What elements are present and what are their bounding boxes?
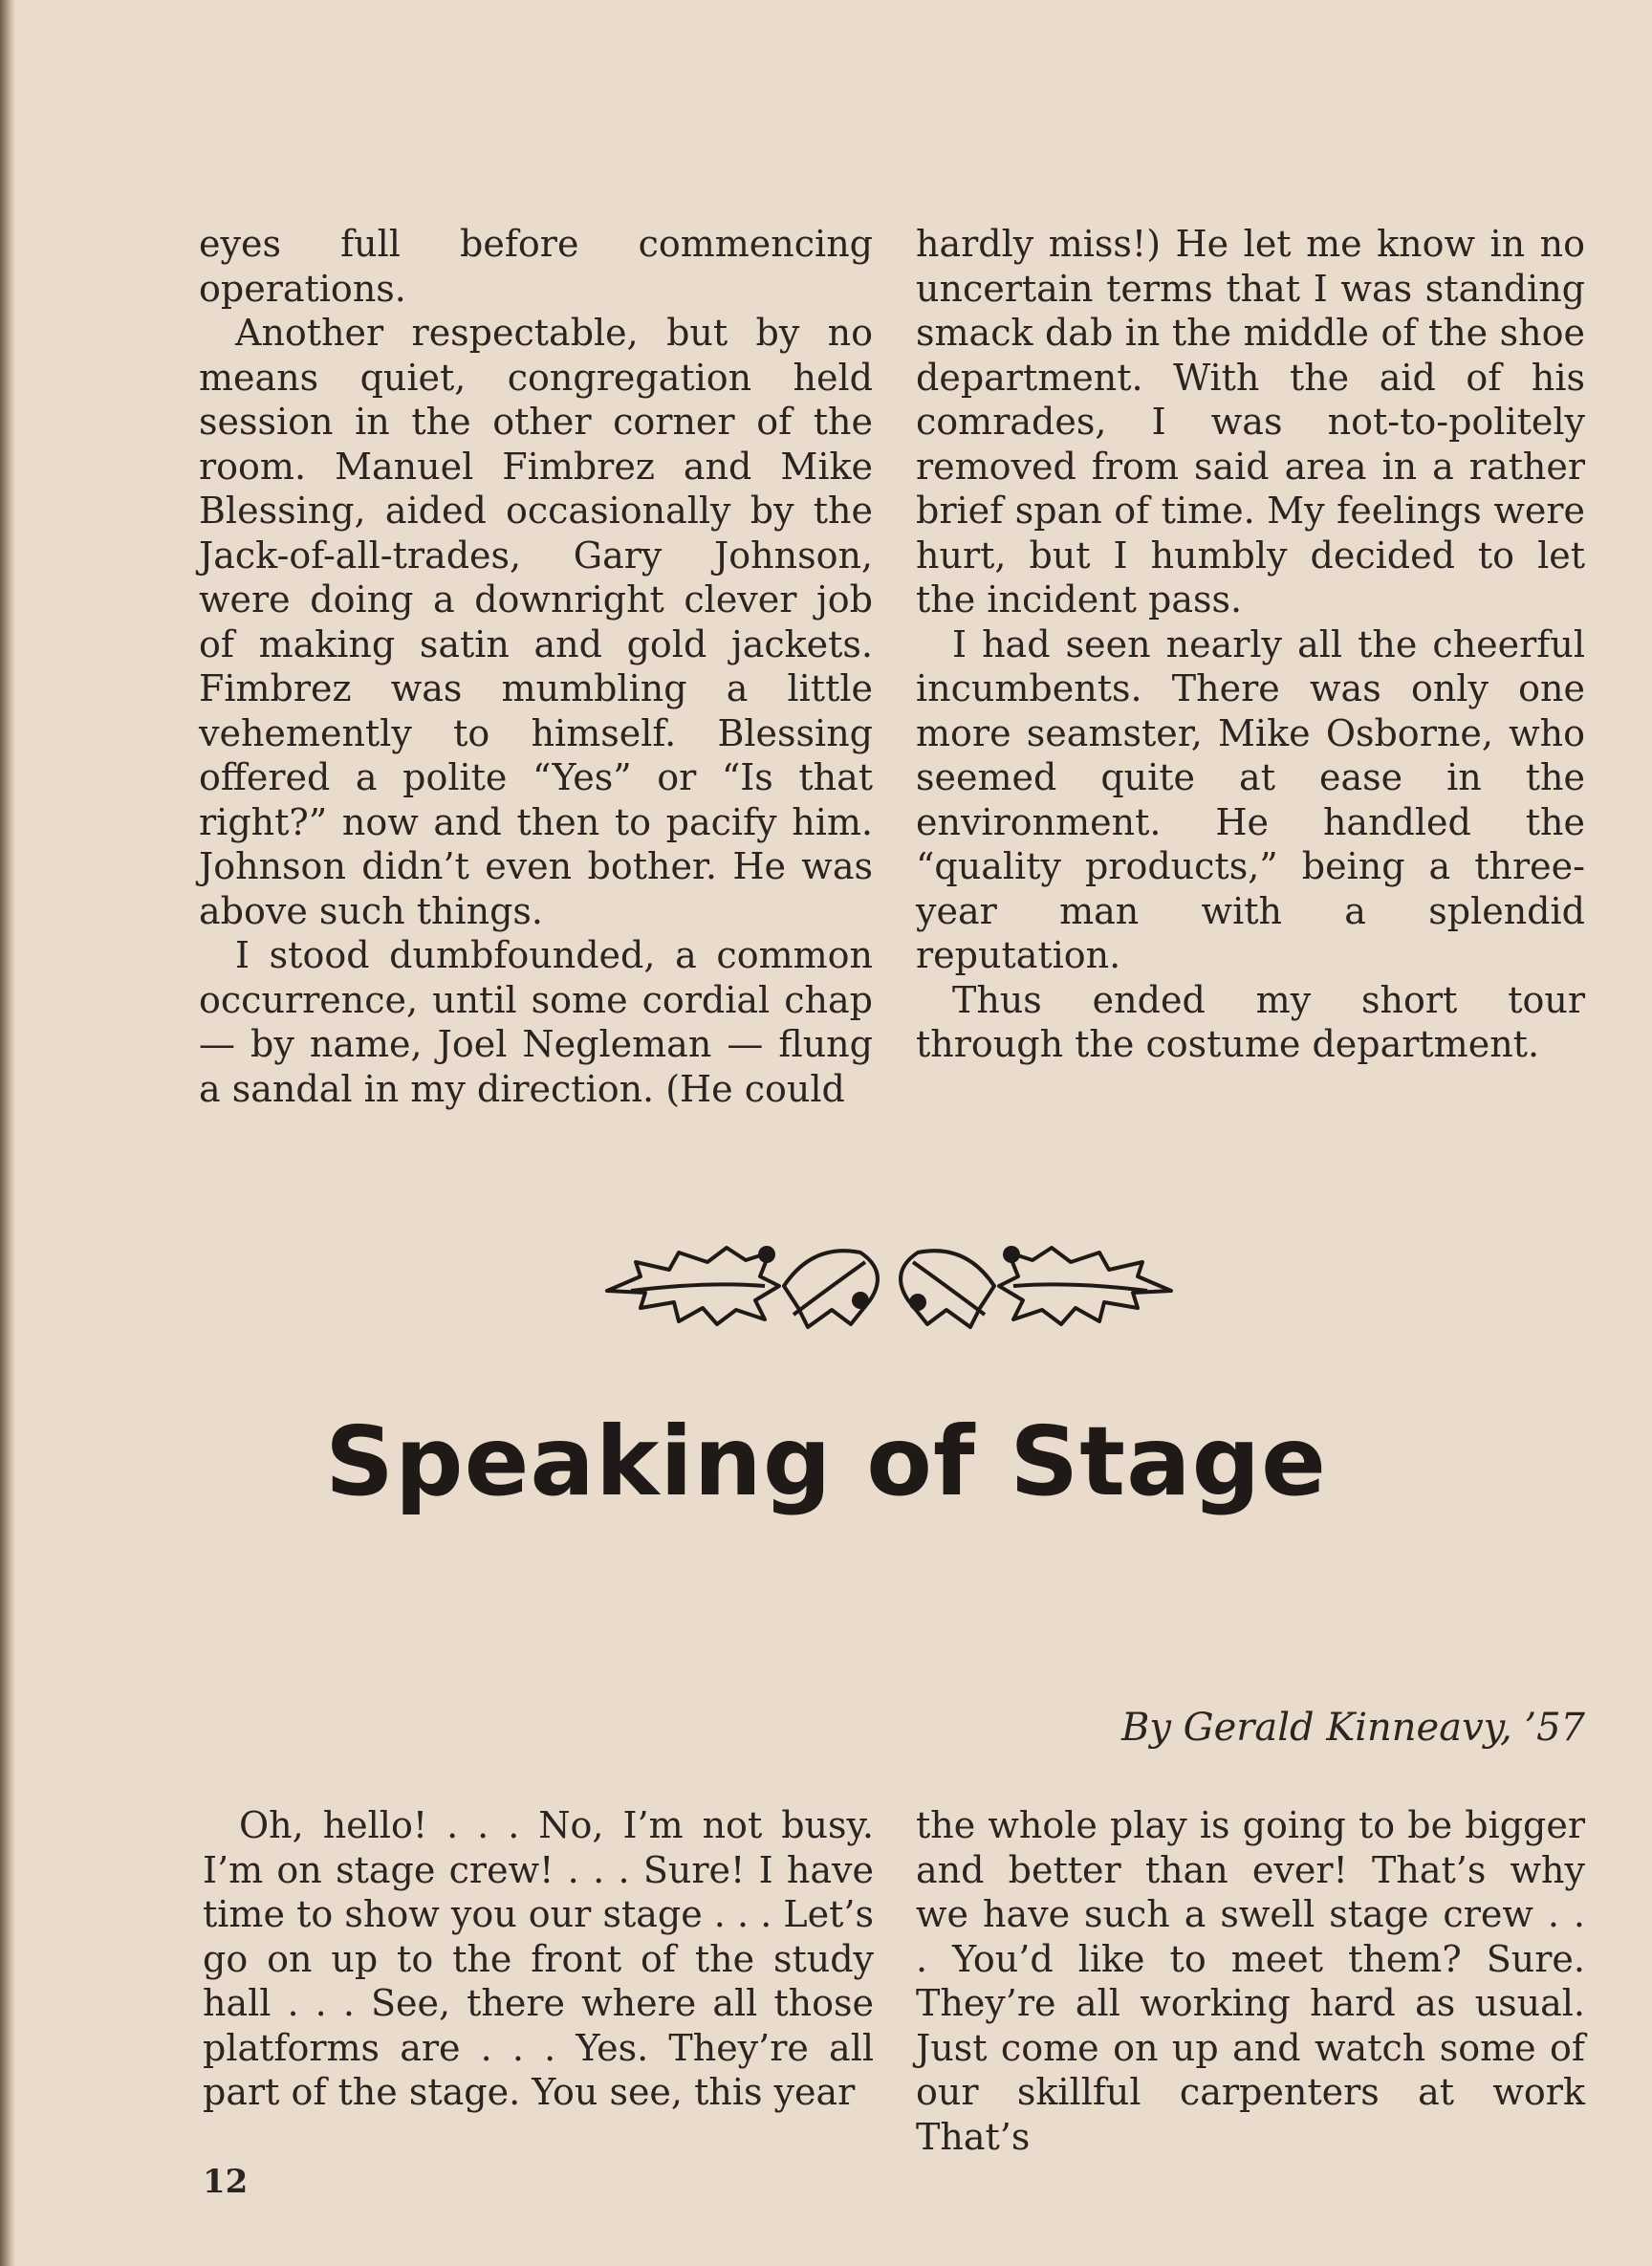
page-number: 12 — [203, 2163, 249, 2201]
paragraph: Oh, hello! . . . No, I’m not busy. I’m on stage crew! . . . Sure! I have time to show you our stage . . . Let’s go on up to the front of the study hall . . . See, there where all those platforms are . . . Yes. They’re all part of the stage. You see, this year — [203, 1804, 874, 2113]
paragraph: Thus ended my short tour through the costume department. — [916, 978, 1585, 1065]
article-byline: By Gerald Kinneavy, ’57 — [1120, 1706, 1585, 1750]
paragraph: the whole play is going to be bigger and better than ever! That’s why we have such a swell stage crew . . . You’d like to meet them? Sure. They’re all working hard as usual. Just come on up and watch some of our skillful carpenters at work That’s — [916, 1804, 1585, 2158]
paragraph: I had seen nearly all the cheerful incumbents. There was only one more seamster, Mike Osborne, who seemed quite at ease in the environment. He handled the “quality products,” being a three-year man with a splendid reputation. — [916, 622, 1585, 976]
paragraph: eyes full before commencing operations. — [199, 223, 873, 310]
paragraph: hardly miss!) He let me know in no uncertain terms that I was standing smack dab in the middle of the shoe department. With the aid of his comrades, I was not-to-politely removed from said area in a rather brief span of time. My feelings were hurt, but I humbly decided to let the incident pass. — [916, 223, 1585, 621]
paragraph: Another respectable, but by no means quiet, congregation held session in the other corner of the room. Manuel Fimbrez and Mike Blessing, aided occasionally by the Jack-of-all-trades, Gary Johnson, were doing a downright clever job of making satin and gold jackets. Fimbrez was mumbling a little vehemently to himself. Blessing offered a polite “Yes” or “Is that right?” now and then to pacify him. Johnson didn’t even bother. He was above such things. — [199, 312, 873, 932]
paragraph: I stood dumbfounded, a common occurrence, until some cordial chap — by name, Joel Negleman — flung a sandal in my direction. (He could — [199, 934, 873, 1110]
column-bottom-left — [203, 1803, 874, 2115]
column-top-right — [916, 222, 1585, 1067]
article-title: Speaking of Stage — [324, 1405, 1327, 1517]
holly-divider-icon — [602, 1233, 1176, 1339]
column-bottom-right — [916, 1803, 1585, 2159]
column-top-left — [199, 222, 873, 1111]
page-binding-edge — [0, 0, 15, 2266]
